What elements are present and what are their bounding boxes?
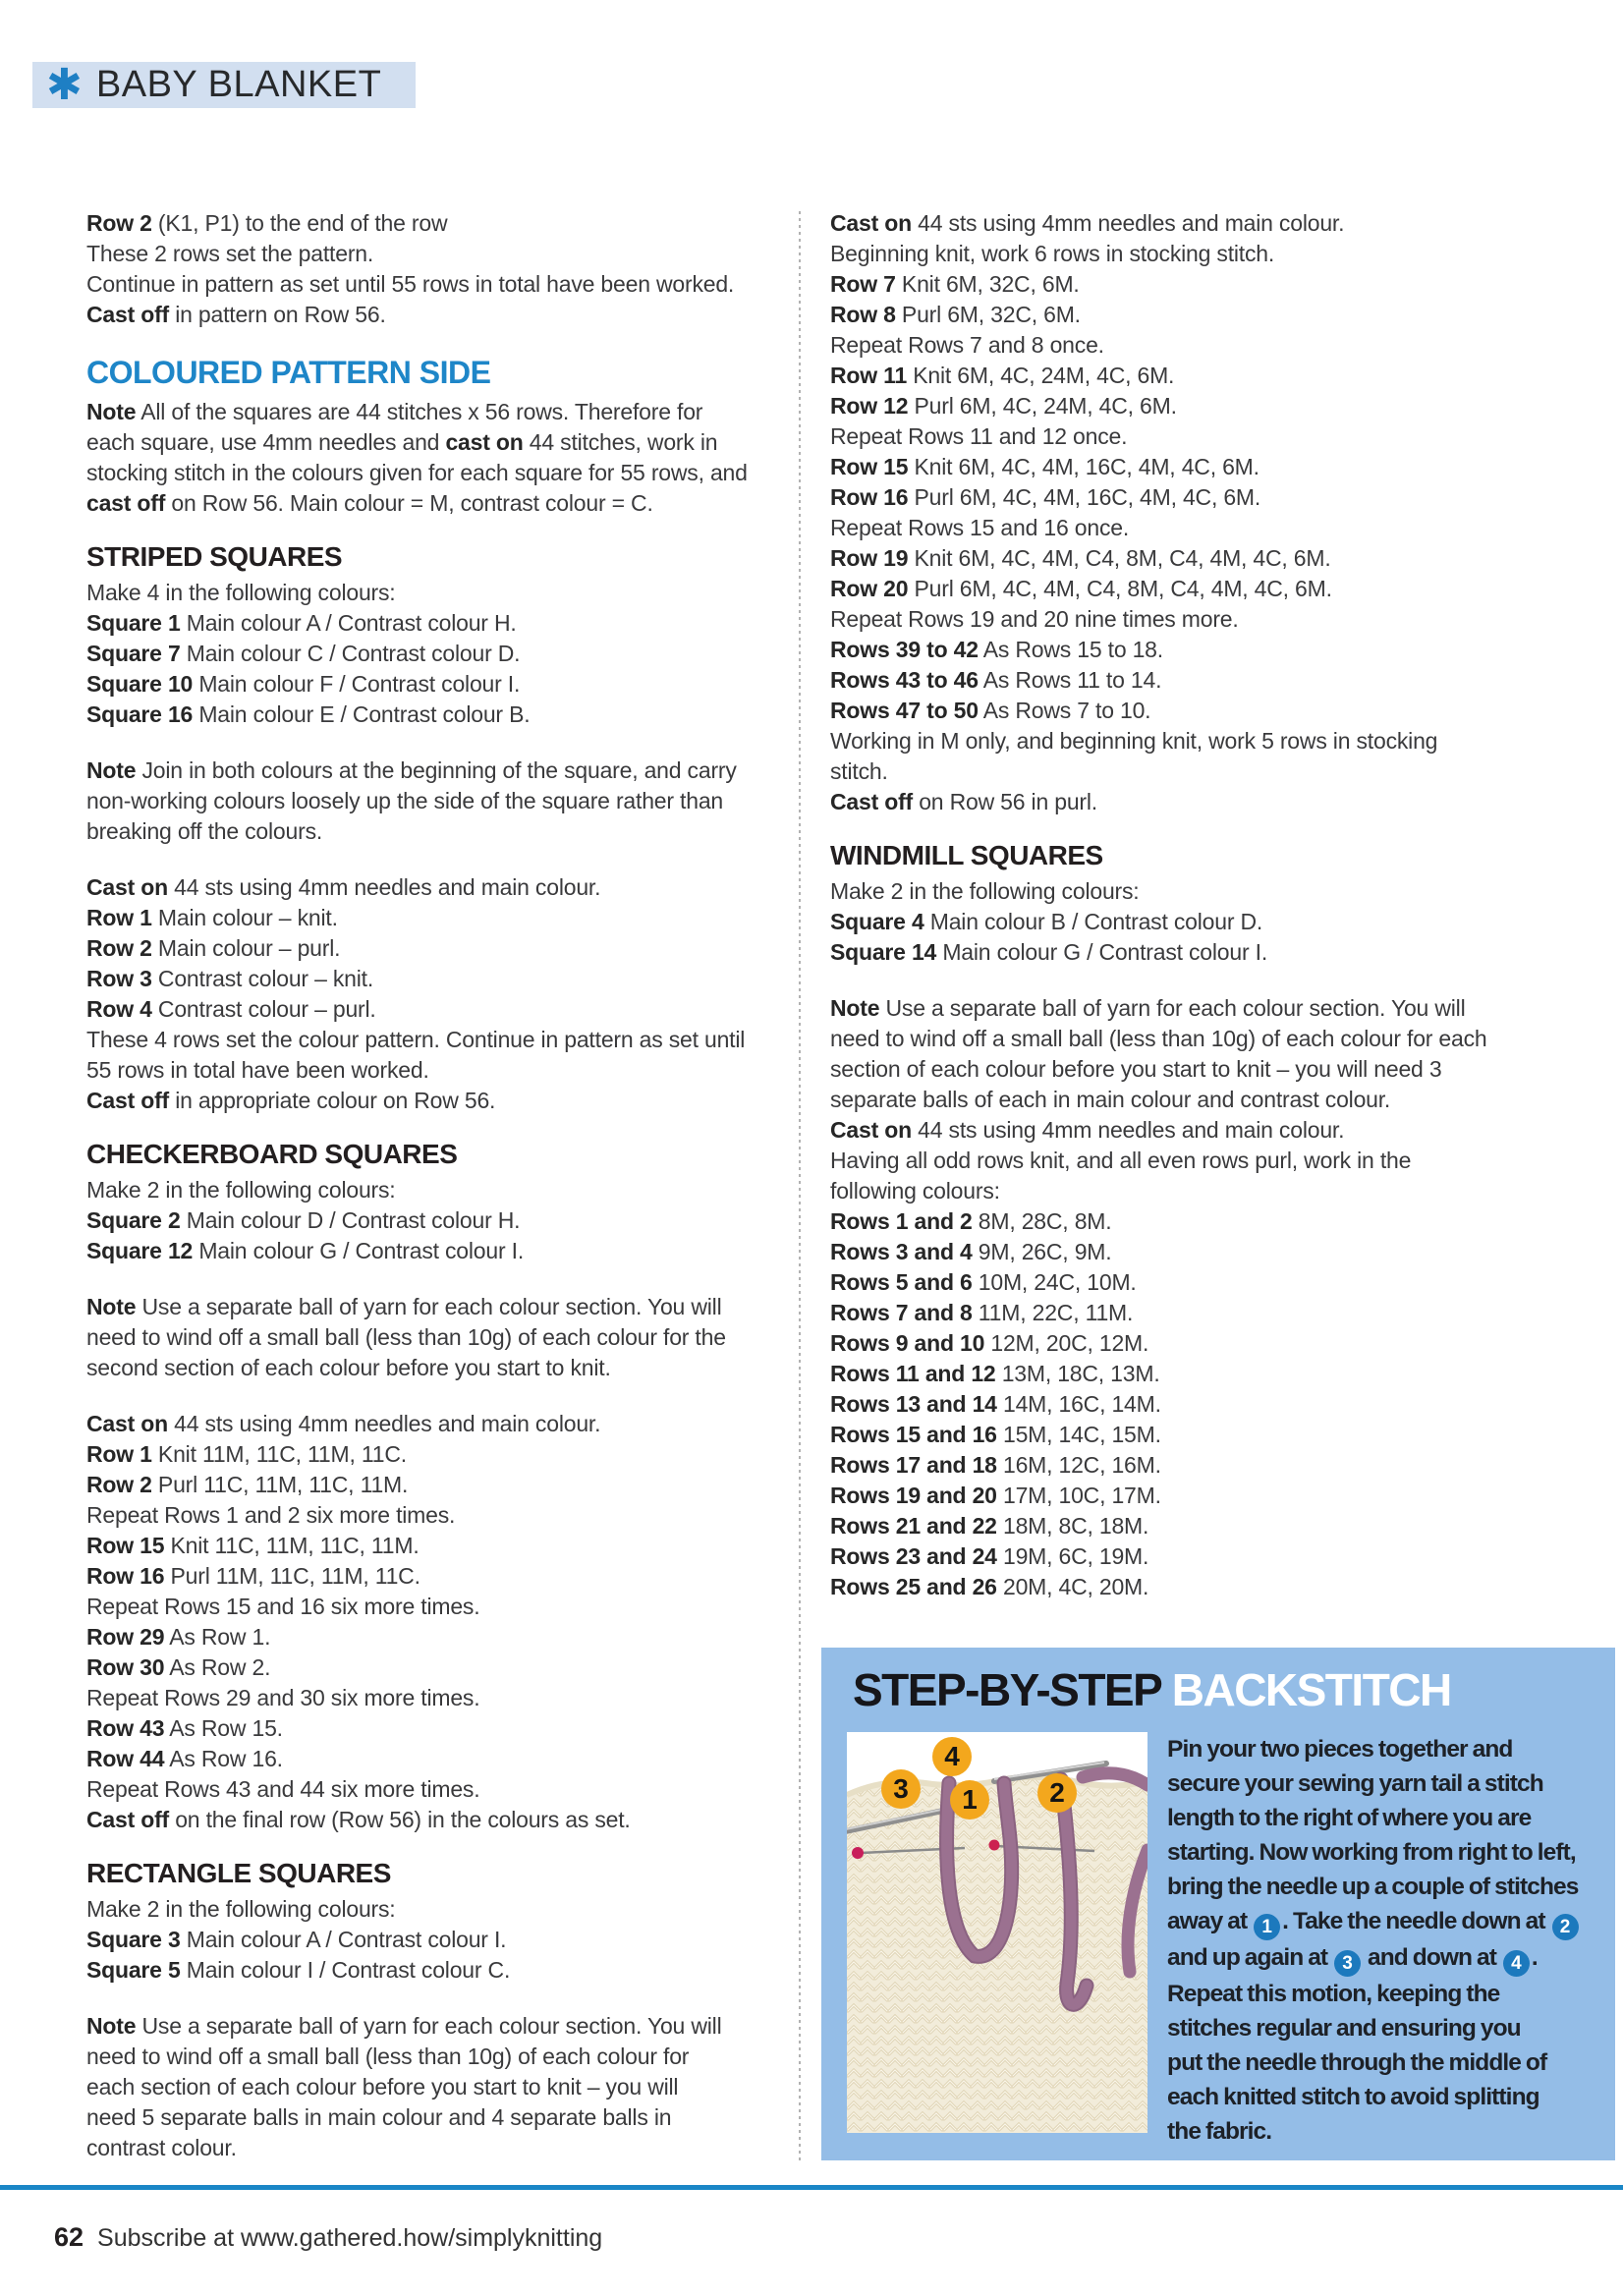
text-line: Rows 21 and 22 18M, 8C, 18M. — [830, 1513, 1149, 1539]
text-line: Repeat Rows 7 and 8 once. — [830, 332, 1104, 358]
text-line: Make 2 in the following colours: — [830, 878, 1140, 904]
text-line: Row 16 Purl 11M, 11C, 11M, 11C. — [86, 1563, 420, 1589]
section-heading: CHECKERBOARD SQUARES — [86, 1139, 458, 1169]
text-line: Make 2 in the following colours: — [86, 1177, 396, 1203]
step-text-line: Pin your two pieces together and — [1167, 1736, 1513, 1763]
text-line: Square 10 Main colour F / Contrast colour I. — [86, 671, 521, 697]
step-number-badge: 1 — [1254, 1914, 1280, 1940]
text-line: stocking stitch in the colours given for each square for 55 rows, and — [86, 460, 748, 485]
step-number-badge: 2 — [1552, 1914, 1579, 1940]
spacer — [86, 847, 794, 872]
text-line: Cast off on the final row (Row 56) in the colours as set. — [86, 1807, 631, 1832]
text-line: Square 2 Main colour D / Contrast colour H. — [86, 1207, 521, 1233]
text-line: need to wind off a small ball (less than 10g) of each colour for each — [830, 1026, 1487, 1051]
right-column — [830, 208, 1596, 1602]
step-instructions — [1167, 1732, 1599, 2149]
text-line: Cast off in appropriate colour on Row 56. — [86, 1088, 496, 1113]
text-line: Row 19 Knit 6M, 4C, 4M, C4, 8M, C4, 4M, 4C, 6M. — [830, 545, 1331, 571]
text-line: Rows 5 and 6 10M, 24C, 10M. — [830, 1269, 1137, 1295]
text-line: Note Use a separate ball of yarn for each colour section. You will — [86, 2013, 722, 2039]
step-by-step-panel — [821, 1648, 1615, 2160]
text-line: These 4 rows set the colour pattern. Continue in pattern as set until — [86, 1027, 746, 1052]
step-title-black: STEP-BY-STEP — [853, 1664, 1161, 1715]
text-line: each section of each colour before you start to knit – you will — [86, 2074, 679, 2100]
text-line: separate balls of each in main colour and contrast colour. — [830, 1087, 1391, 1112]
paragraph — [86, 872, 794, 1116]
text-line: Rows 47 to 50 As Rows 7 to 10. — [830, 698, 1151, 723]
spacer — [830, 968, 1596, 993]
paragraph — [86, 397, 794, 519]
footer-rule — [0, 2185, 1623, 2190]
paragraph — [86, 1409, 794, 1835]
text-line: Row 1 Main colour – knit. — [86, 905, 338, 930]
paragraph — [86, 1894, 794, 1986]
text-line: Repeat Rows 11 and 12 once. — [830, 423, 1128, 449]
text-line: non-working colours loosely up the side of the square rather than — [86, 788, 724, 813]
page-header-band — [32, 62, 416, 108]
spacer — [86, 1266, 794, 1292]
text-line: Row 4 Contrast colour – purl. — [86, 996, 376, 1022]
text-line: Square 14 Main colour G / Contrast colour I. — [830, 939, 1268, 965]
text-line: Square 3 Main colour A / Contrast colour I. — [86, 1927, 507, 1952]
text-line: Row 2 (K1, P1) to the end of the row — [86, 210, 448, 236]
page-number: 62 — [54, 2222, 84, 2252]
photo-number-badge: 4 — [932, 1737, 972, 1776]
text-line: Row 30 As Row 2. — [86, 1654, 271, 1680]
section-heading: STRIPED SQUARES — [86, 541, 343, 572]
left-column — [86, 208, 794, 2163]
text-line: second section of each colour before you start to knit. — [86, 1355, 611, 1380]
section-heading: COLOURED PATTERN SIDE — [86, 355, 491, 390]
text-line: Make 2 in the following colours: — [86, 1896, 396, 1922]
text-line: Row 43 As Row 15. — [86, 1715, 283, 1741]
section-heading: WINDMILL SQUARES — [830, 840, 1103, 870]
text-line: These 2 rows set the pattern. — [86, 241, 374, 266]
text-line: need to wind off a small ball (less than 10g) of each colour for the — [86, 1324, 726, 1350]
text-line: Repeat Rows 15 and 16 six more times. — [86, 1594, 480, 1619]
step-text-line: away at 1 . Take the needle down at 2 — [1167, 1904, 1599, 1940]
paragraph — [830, 876, 1596, 968]
text-line: Note All of the squares are 44 stitches x 56 rows. Therefore for — [86, 399, 703, 424]
text-line: Rows 17 and 18 16M, 12C, 16M. — [830, 1452, 1161, 1478]
text-line: Row 2 Main colour – purl. — [86, 935, 341, 961]
text-line: Square 1 Main colour A / Contrast colour H. — [86, 610, 517, 636]
text-line: Note Use a separate ball of yarn for each colour section. You will — [86, 1294, 722, 1319]
text-line: following colours: — [830, 1178, 1000, 1204]
page-title: BABY BLANKET — [95, 64, 382, 105]
asterisk-flower-icon: ✱ — [46, 60, 83, 109]
text-line: Beginning knit, work 6 rows in stocking stitch. — [830, 241, 1275, 266]
step-text-line: secure your sewing yarn tail a stitch — [1167, 1770, 1543, 1797]
text-line: 55 rows in total have been worked. — [86, 1057, 429, 1083]
text-line: Row 44 As Row 16. — [86, 1746, 283, 1771]
step-text-line: starting. Now working from right to left, — [1167, 1839, 1576, 1866]
text-line: Row 16 Purl 6M, 4C, 4M, 16C, 4M, 4C, 6M. — [830, 484, 1261, 510]
text-line: Square 5 Main colour I / Contrast colour C. — [86, 1957, 511, 1983]
text-line: Having all odd rows knit, and all even rows purl, work in the — [830, 1148, 1412, 1173]
text-line: Note Join in both colours at the beginning of the square, and carry — [86, 757, 737, 783]
text-line: Rows 9 and 10 12M, 20C, 12M. — [830, 1330, 1149, 1356]
text-line: Square 16 Main colour E / Contrast colour B. — [86, 701, 531, 727]
text-line: Rows 43 to 46 As Rows 11 to 14. — [830, 667, 1162, 693]
step-text-line: bring the needle up a couple of stitches — [1167, 1874, 1579, 1900]
step-number-badge: 4 — [1503, 1950, 1530, 1977]
step-text-line: Repeat this motion, keeping the — [1167, 1981, 1500, 2007]
paragraph — [86, 208, 794, 330]
text-line: Rows 23 and 24 19M, 6C, 19M. — [830, 1543, 1149, 1569]
text-line: Repeat Rows 29 and 30 six more times. — [86, 1685, 480, 1710]
text-line: Repeat Rows 1 and 2 six more times. — [86, 1502, 456, 1528]
photo-number-badge: 2 — [1037, 1773, 1077, 1813]
text-line: cast off on Row 56. Main colour = M, contrast colour = C. — [86, 490, 653, 516]
photo-number-badge: 3 — [881, 1769, 921, 1809]
text-line: Row 20 Purl 6M, 4C, 4M, C4, 8M, C4, 4M, 4C, 6M. — [830, 576, 1332, 601]
text-line: Rows 19 and 20 17M, 10C, 17M. — [830, 1483, 1161, 1508]
step-title-white: BACKSTITCH — [1171, 1664, 1451, 1715]
text-line: Working in M only, and beginning knit, work 5 rows in stocking — [830, 728, 1438, 754]
text-line: breaking off the colours. — [86, 818, 323, 844]
text-line: Rows 39 to 42 As Rows 15 to 18. — [830, 637, 1163, 662]
step-text-line: stitches regular and ensuring you — [1167, 2015, 1521, 2042]
text-line: Rows 15 and 16 15M, 14C, 15M. — [830, 1422, 1161, 1447]
paragraph — [86, 1175, 794, 1266]
text-line: Cast on 44 sts using 4mm needles and main colour. — [86, 1411, 601, 1436]
text-line: Rows 11 and 12 13M, 18C, 13M. — [830, 1361, 1160, 1386]
text-line: Cast off in pattern on Row 56. — [86, 302, 386, 327]
step-text-line: put the needle through the middle of — [1167, 2049, 1547, 2076]
text-line: each square, use 4mm needles and cast on 44 stitches, work in — [86, 429, 718, 455]
text-line: Cast on 44 sts using 4mm needles and main colour. — [830, 210, 1345, 236]
footer — [54, 2222, 602, 2253]
text-line: Continue in pattern as set until 55 rows in total have been worked. — [86, 271, 735, 297]
text-line: Rows 3 and 4 9M, 26C, 9M. — [830, 1239, 1112, 1264]
text-line: Rows 13 and 14 14M, 16C, 14M. — [830, 1391, 1161, 1417]
step-text-line: and up again at 3 and down at 4 . — [1167, 1940, 1599, 1977]
spacer — [86, 730, 794, 756]
paragraph — [830, 208, 1596, 817]
paragraph — [86, 2011, 794, 2163]
text-line: contrast colour. — [86, 2135, 237, 2160]
text-line: Repeat Rows 19 and 20 nine times more. — [830, 606, 1239, 632]
text-line: need 5 separate balls in main colour and 4 separate balls in — [86, 2104, 672, 2130]
backstitch-photo — [847, 1732, 1147, 2133]
text-line: Square 7 Main colour C / Contrast colour D. — [86, 641, 521, 666]
section-heading: RECTANGLE SQUARES — [86, 1858, 391, 1888]
spacer — [86, 1383, 794, 1409]
text-line: Cast off on Row 56 in purl. — [830, 789, 1097, 814]
paragraph — [86, 578, 794, 730]
text-line: section of each colour before you start to knit – you will need 3 — [830, 1056, 1442, 1082]
text-line: Rows 25 and 26 20M, 4C, 20M. — [830, 1574, 1149, 1599]
paragraph — [86, 1292, 794, 1383]
text-line: stitch. — [830, 758, 888, 784]
text-line: Cast on 44 sts using 4mm needles and main colour. — [86, 874, 601, 900]
step-number-badge: 3 — [1334, 1950, 1361, 1977]
text-line: Row 2 Purl 11C, 11M, 11C, 11M. — [86, 1472, 409, 1497]
text-line: Note Use a separate ball of yarn for each colour section. You will — [830, 995, 1466, 1021]
text-line: Row 1 Knit 11M, 11C, 11M, 11C. — [86, 1441, 407, 1467]
paragraph — [86, 756, 794, 847]
text-line: Row 29 As Row 1. — [86, 1624, 271, 1650]
column-divider — [799, 211, 801, 2164]
paragraph — [830, 993, 1596, 1602]
text-line: Row 15 Knit 6M, 4C, 4M, 16C, 4M, 4C, 6M. — [830, 454, 1259, 479]
text-line: Row 8 Purl 6M, 32C, 6M. — [830, 302, 1081, 327]
text-line: Square 12 Main colour G / Contrast colour I. — [86, 1238, 525, 1263]
footer-text: Subscribe at www.gathered.how/simplyknitting — [97, 2224, 603, 2252]
step-text-line: each knitted stitch to avoid splitting — [1167, 2084, 1539, 2110]
text-line: Row 12 Purl 6M, 4C, 24M, 4C, 6M. — [830, 393, 1177, 419]
text-line: Cast on 44 sts using 4mm needles and main colour. — [830, 1117, 1345, 1143]
text-line: Row 11 Knit 6M, 4C, 24M, 4C, 6M. — [830, 363, 1175, 388]
spacer — [86, 1986, 794, 2011]
step-panel-title — [853, 1663, 1451, 1716]
text-line: Rows 1 and 2 8M, 28C, 8M. — [830, 1208, 1112, 1234]
text-line: Rows 7 and 8 11M, 22C, 11M. — [830, 1300, 1134, 1325]
step-text-line: length to the right of where you are — [1167, 1805, 1532, 1831]
photo-number-badge: 1 — [950, 1780, 989, 1820]
text-line: Repeat Rows 43 and 44 six more times. — [86, 1776, 480, 1802]
text-line: Row 7 Knit 6M, 32C, 6M. — [830, 271, 1080, 297]
text-line: need to wind off a small ball (less than 10g) of each colour for — [86, 2044, 690, 2069]
text-line: Repeat Rows 15 and 16 once. — [830, 515, 1130, 540]
step-text-line: the fabric. — [1167, 2118, 1272, 2145]
text-line: Square 4 Main colour B / Contrast colour D. — [830, 909, 1263, 934]
text-line: Make 4 in the following colours: — [86, 580, 396, 605]
text-line: Row 3 Contrast colour – knit. — [86, 966, 374, 991]
text-line: Row 15 Knit 11C, 11M, 11C, 11M. — [86, 1533, 420, 1558]
